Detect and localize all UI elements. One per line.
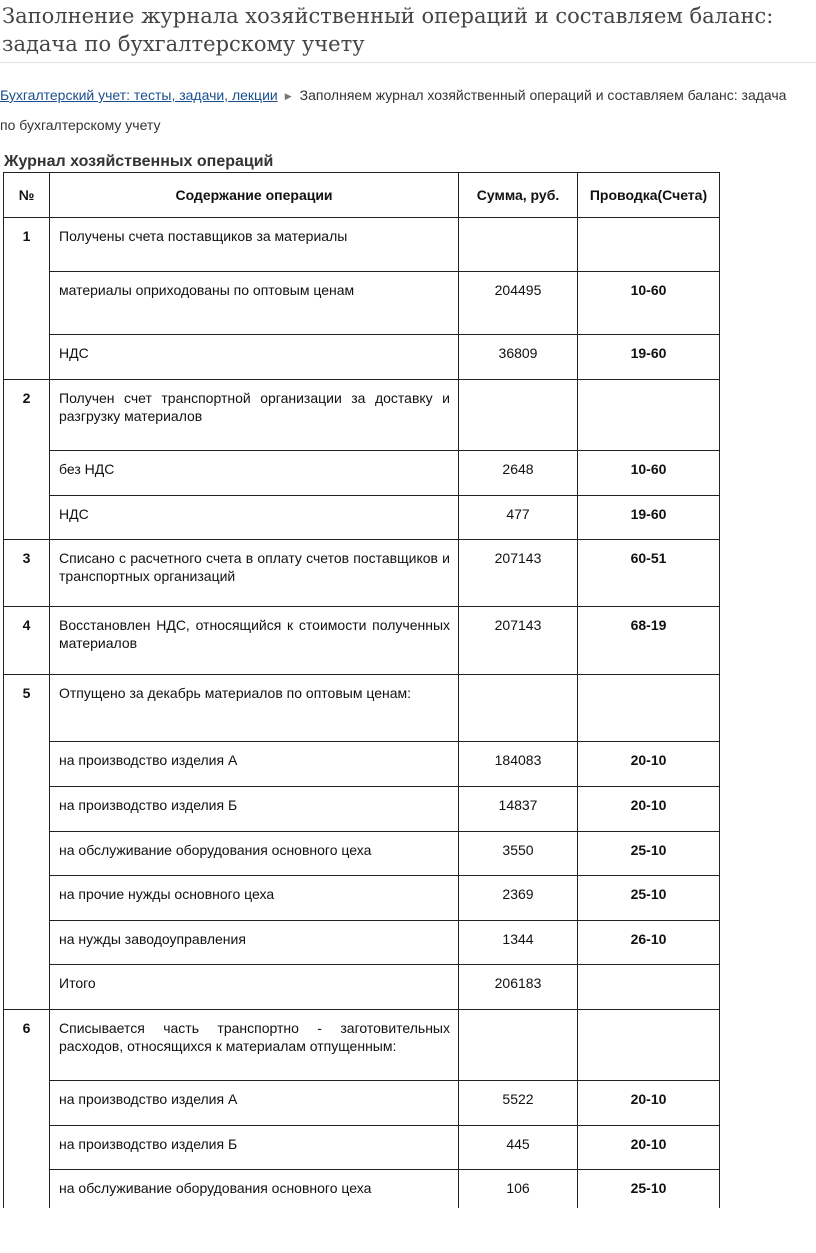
row-amount: 477 bbox=[459, 496, 578, 540]
row-entry bbox=[578, 675, 720, 742]
table-row bbox=[4, 876, 720, 921]
row-number: 3 bbox=[4, 540, 50, 607]
table-row bbox=[4, 1081, 720, 1126]
table-row bbox=[4, 451, 720, 496]
row-amount: 207143 bbox=[459, 540, 578, 607]
table-row bbox=[4, 832, 720, 876]
row-description: Получен счет транспортной организации за доставку и разгрузку материалов bbox=[50, 380, 459, 451]
section-heading: Журнал хозяйственных операций bbox=[4, 153, 274, 170]
row-amount: 1344 bbox=[459, 921, 578, 965]
row-entry: 10-60 bbox=[578, 451, 720, 496]
row-amount: 206183 bbox=[459, 965, 578, 1010]
row-number: 2 bbox=[4, 380, 50, 540]
table-row bbox=[4, 607, 720, 675]
row-entry: 19-60 bbox=[578, 335, 720, 380]
page-bottom-margin bbox=[0, 1208, 816, 1253]
operations-journal-table bbox=[3, 172, 720, 1215]
row-entry: 60-51 bbox=[578, 540, 720, 607]
row-description: на производство изделия А bbox=[50, 1081, 459, 1126]
row-description: без НДС bbox=[50, 451, 459, 496]
row-entry: 26-10 bbox=[578, 921, 720, 965]
row-entry: 25-10 bbox=[578, 876, 720, 921]
table-row bbox=[4, 272, 720, 335]
title-divider bbox=[0, 62, 816, 63]
row-number: 5 bbox=[4, 675, 50, 1010]
row-number: 4 bbox=[4, 607, 50, 675]
table-row bbox=[4, 496, 720, 540]
row-number: 6 bbox=[4, 1010, 50, 1215]
breadcrumb-parent-link[interactable]: Бухгалтерский учет: тесты, задачи, лекции bbox=[0, 87, 278, 103]
breadcrumb-current: Заполняем журнал хозяйственный операций и составляем баланс: задача по бухгалтерскому учету bbox=[0, 87, 787, 133]
row-description: Отпущено за декабрь материалов по оптовым ценам: bbox=[50, 675, 459, 742]
row-amount: 2648 bbox=[459, 451, 578, 496]
triangle-right-icon: ▶ bbox=[284, 91, 292, 101]
row-description: на нужды заводоуправления bbox=[50, 921, 459, 965]
row-amount bbox=[459, 380, 578, 451]
row-entry bbox=[578, 1010, 720, 1081]
row-description: на обслуживание оборудования основного цеха bbox=[50, 1170, 459, 1215]
page-title: Заполнение журнала хозяйственный операций и составляем баланс: задача по бухгалтерскому учету bbox=[2, 4, 774, 56]
row-amount: 3550 bbox=[459, 832, 578, 876]
row-amount bbox=[459, 675, 578, 742]
row-entry: 25-10 bbox=[578, 832, 720, 876]
row-entry: 20-10 bbox=[578, 1081, 720, 1126]
row-description: на прочие нужды основного цеха bbox=[50, 876, 459, 921]
row-entry bbox=[578, 965, 720, 1010]
table-row bbox=[4, 675, 720, 742]
table-row bbox=[4, 380, 720, 451]
header-amount: Сумма, руб. bbox=[459, 173, 578, 218]
row-entry: 68-19 bbox=[578, 607, 720, 675]
row-amount: 5522 bbox=[459, 1081, 578, 1126]
row-amount bbox=[459, 218, 578, 272]
row-amount: 204495 bbox=[459, 272, 578, 335]
row-description: НДС bbox=[50, 335, 459, 380]
row-description: НДС bbox=[50, 496, 459, 540]
row-amount bbox=[459, 1010, 578, 1081]
row-entry bbox=[578, 218, 720, 272]
row-number: 1 bbox=[4, 218, 50, 380]
row-amount: 106 bbox=[459, 1170, 578, 1215]
row-description: Восстановлен НДС, относящийся к стоимости полученных материалов bbox=[50, 607, 459, 675]
row-amount: 445 bbox=[459, 1126, 578, 1170]
row-description: Получены счета поставщиков за материалы bbox=[50, 218, 459, 272]
table-row bbox=[4, 787, 720, 832]
row-amount: 36809 bbox=[459, 335, 578, 380]
breadcrumb bbox=[0, 81, 800, 140]
row-description: на обслуживание оборудования основного цеха bbox=[50, 832, 459, 876]
row-amount: 2369 bbox=[459, 876, 578, 921]
table-row bbox=[4, 218, 720, 272]
row-entry: 20-10 bbox=[578, 1126, 720, 1170]
row-entry: 19-60 bbox=[578, 496, 720, 540]
row-entry bbox=[578, 380, 720, 451]
row-description: Списывается часть транспортно - заготовительных расходов, относящихся к материалам отпущенным: bbox=[50, 1010, 459, 1081]
table-row bbox=[4, 965, 720, 1010]
row-description: на производство изделия Б bbox=[50, 1126, 459, 1170]
header-entry: Проводка(Счета) bbox=[578, 173, 720, 218]
row-entry: 25-10 bbox=[578, 1170, 720, 1215]
row-amount: 184083 bbox=[459, 742, 578, 787]
row-description: Списано с расчетного счета в оплату счетов поставщиков и транспортных организаций bbox=[50, 540, 459, 607]
row-entry: 20-10 bbox=[578, 787, 720, 832]
table-row bbox=[4, 742, 720, 787]
table-row bbox=[4, 921, 720, 965]
row-entry: 10-60 bbox=[578, 272, 720, 335]
table-row bbox=[4, 1126, 720, 1170]
row-amount: 14837 bbox=[459, 787, 578, 832]
row-amount: 207143 bbox=[459, 607, 578, 675]
row-description: на производство изделия А bbox=[50, 742, 459, 787]
header-no: № bbox=[4, 173, 50, 218]
row-entry: 20-10 bbox=[578, 742, 720, 787]
row-description: Итого bbox=[50, 965, 459, 1010]
header-content: Содержание операции bbox=[50, 173, 459, 218]
table-row bbox=[4, 540, 720, 607]
row-description: на производство изделия Б bbox=[50, 787, 459, 832]
table-header-row bbox=[4, 173, 720, 218]
table-row bbox=[4, 1010, 720, 1081]
table-row bbox=[4, 335, 720, 380]
row-description: материалы оприходованы по оптовым ценам bbox=[50, 272, 459, 335]
